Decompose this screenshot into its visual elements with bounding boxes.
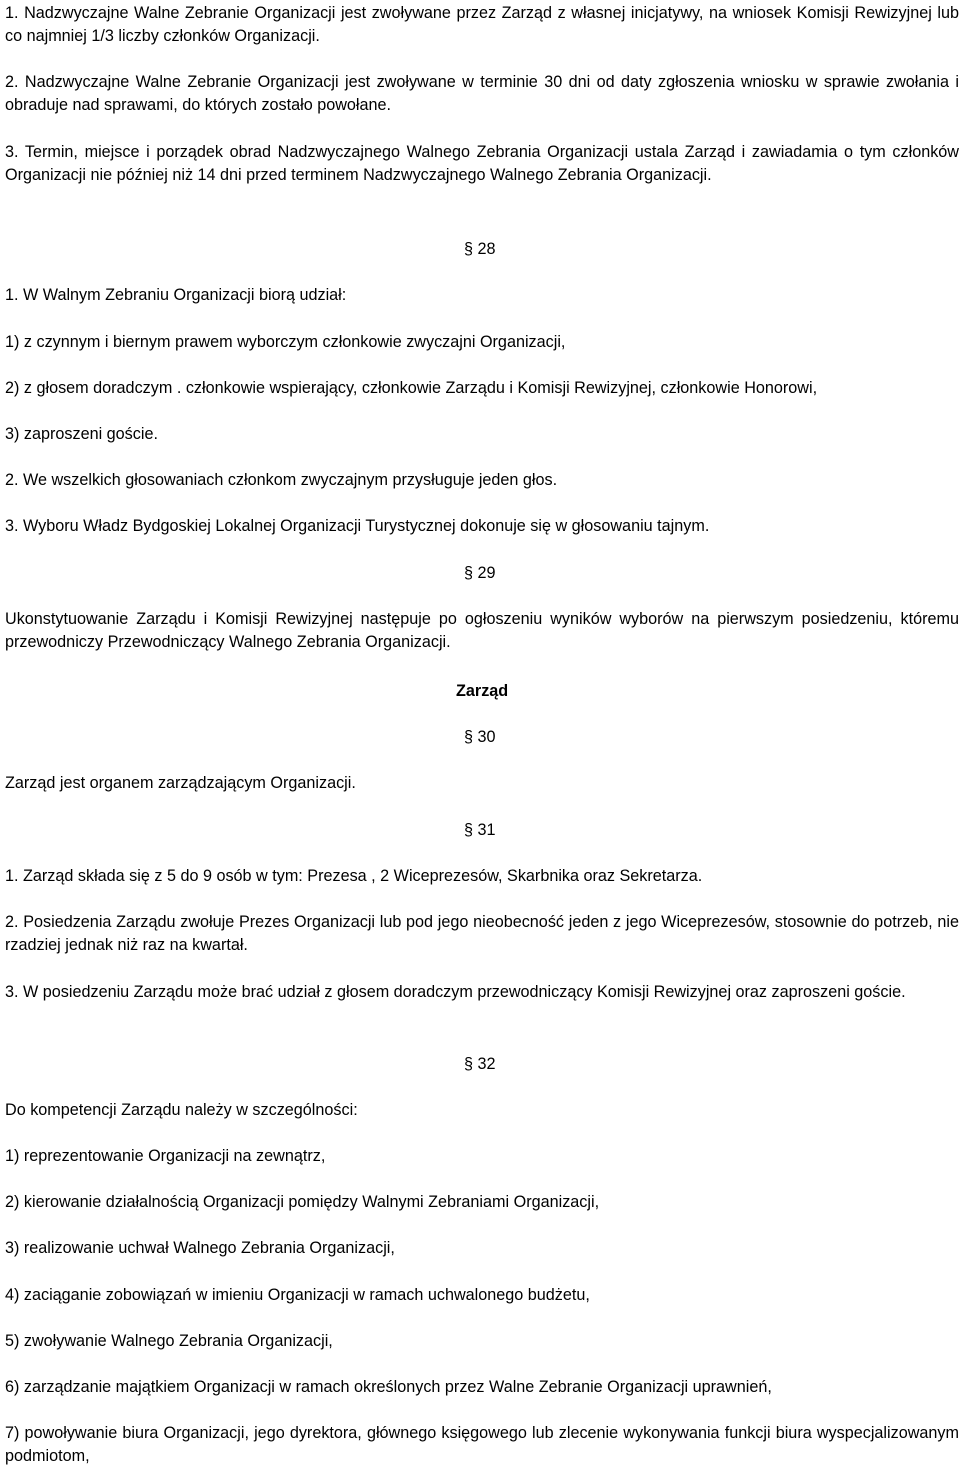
- document-page: [5, 0, 960, 1470]
- section-30-number: § 30: [464, 728, 496, 746]
- paragraph-extraordinary-meeting-2: 2. Nadzwyczajne Walne Zebranie Organizacji jest zwoływane w terminie 30 dni od daty zgłoszenia wniosku w sprawie zwołania i obraduje nad sprawami, do których zostało powołane.: [5, 73, 959, 114]
- section-28-item-1: 1) z czynnym i biernym prawem wyborczym członkowie zwyczajni Organizacji,: [5, 333, 566, 351]
- section-28-intro: 1. W Walnym Zebraniu Organizacji biorą udział:: [5, 286, 347, 304]
- paragraph-extraordinary-meeting-1: 1. Nadzwyczajne Walne Zebranie Organizacji jest zwoływane przez Zarząd z własnej inicjatywy, na wniosek Komisji Rewizyjnej lub co najmniej 1/3 liczby członków Organizacji.: [5, 4, 959, 45]
- section-32-item-3: 3) realizowanie uchwał Walnego Zebrania Organizacji,: [5, 1239, 395, 1257]
- section-28-item-2: 2) z głosem doradczym . członkowie wspierający, członkowie Zarządu i Komisji Rewizyjnej, członkowie Honorowi,: [5, 379, 818, 397]
- section-31-paragraph-1: 1. Zarząd składa się z 5 do 9 osób w tym: Prezesa , 2 Wiceprezesów, Skarbnika oraz Sekretarza.: [5, 867, 703, 885]
- paragraph-extraordinary-meeting-3: 3. Termin, miejsce i porządek obrad Nadzwyczajnego Walnego Zebrania Organizacji ustala Zarząd i zawiadamia o tym członków Organizacji nie później niż 14 dni przed terminem Nadzwyczajnego Walnego Zebrania Organizacji.: [5, 143, 959, 184]
- section-32-item-7: 7) powoływanie biura Organizacji, jego dyrektora, głównego księgowego lub zlecenie wykonywania funkcji biura wyspecjalizowanym podmiotom,: [5, 1424, 959, 1465]
- section-28-paragraph-3: 3. Wyboru Władz Bydgoskiej Lokalnej Organizacji Turystycznej dokonuje się w głosowaniu tajnym.: [5, 517, 710, 535]
- section-28-number: § 28: [464, 240, 496, 258]
- section-32-intro: Do kompetencji Zarządu należy w szczególności:: [5, 1101, 358, 1119]
- section-32-item-5: 5) zwoływanie Walnego Zebrania Organizacji,: [5, 1332, 333, 1350]
- section-30-text: Zarząd jest organem zarządzającym Organizacji.: [5, 774, 356, 792]
- section-28-paragraph-2: 2. We wszelkich głosowaniach członkom zwyczajnym przysługuje jeden głos.: [5, 471, 558, 489]
- section-32-item-6: 6) zarządzanie majątkiem Organizacji w ramach określonych przez Walne Zebranie Organizacji uprawnień,: [5, 1378, 772, 1396]
- section-29-number: § 29: [464, 564, 496, 582]
- section-28-item-3: 3) zaproszeni goście.: [5, 425, 158, 443]
- section-31-paragraph-2: 2. Posiedzenia Zarządu zwołuje Prezes Organizacji lub pod jego nieobecność jeden z jego Wiceprezesów, stosownie do potrzeb, nie rzadziej jednak niż raz na kwartał.: [5, 913, 959, 954]
- section-29-text: Ukonstytuowanie Zarządu i Komisji Rewizyjnej następuje po ogłoszeniu wyników wyborów na pierwszym posiedzeniu, któremu przewodniczy Przewodniczący Walnego Zebrania Organizacji.: [5, 610, 959, 651]
- section-32-number: § 32: [464, 1055, 496, 1073]
- heading-zarzad: Zarząd: [456, 682, 509, 700]
- section-32-item-4: 4) zaciąganie zobowiązań w imieniu Organizacji w ramach uchwalonego budżetu,: [5, 1286, 590, 1304]
- section-31-paragraph-3: 3. W posiedzeniu Zarządu może brać udział z głosem doradczym przewodniczący Komisji Rewizyjnej oraz zaproszeni goście.: [5, 983, 906, 1001]
- section-31-number: § 31: [464, 821, 496, 839]
- section-32-item-1: 1) reprezentowanie Organizacji na zewnątrz,: [5, 1147, 326, 1165]
- section-32-item-2: 2) kierowanie działalnością Organizacji pomiędzy Walnymi Zebraniami Organizacji,: [5, 1193, 600, 1211]
